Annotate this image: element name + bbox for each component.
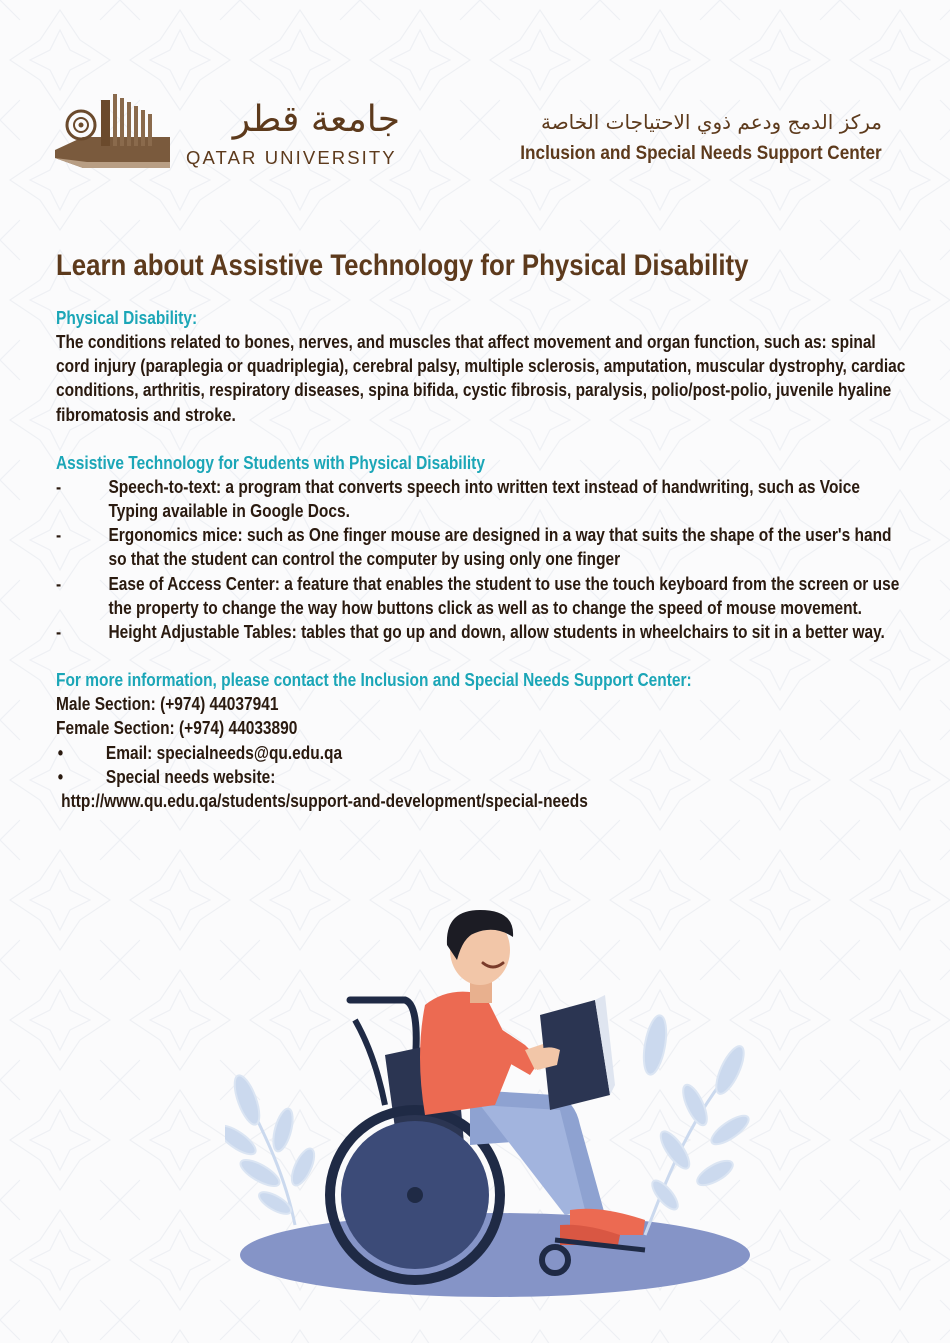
center-name-english: Inclusion and Special Needs Support Center xyxy=(520,142,882,164)
website-link[interactable]: http://www.qu.edu.qa/students/support-and-development/special-needs xyxy=(61,791,588,812)
list-item xyxy=(56,523,906,571)
list-item-text: Ergonomics mice: such as One finger mouse are designed in a way that suits the shape of the user's hand so that the student can control the computer by using only one finger xyxy=(108,525,892,570)
bullet-marker: • xyxy=(57,742,64,763)
email-link[interactable]: Email: specialneeds@qu.edu.qa xyxy=(105,742,343,763)
list-item xyxy=(56,475,906,523)
bullet-marker: • xyxy=(57,766,64,787)
logo-english-text: QATAR UNIVERSITY xyxy=(186,147,397,168)
assistive-technology-section xyxy=(56,451,906,644)
email-row xyxy=(56,741,906,765)
center-name-arabic: مركز الدمج ودعم ذوي الاحتياجات الخاصة xyxy=(540,110,882,134)
leaf-branch-right-icon xyxy=(640,1014,753,1235)
list-item xyxy=(56,572,906,620)
dash-marker: - xyxy=(56,622,62,643)
female-section-phone: Female Section: (+974) 44033890 xyxy=(56,718,298,739)
contact-heading: For more information, please contact the Inclusion and Special Needs Support Center: xyxy=(56,670,692,691)
website-label: Special needs website: xyxy=(105,766,276,787)
list-item-text: Ease of Access Center: a feature that enables the student to use the touch keyboard from the screen or use the property to change the way how buttons click as well as to change the speed of mouse movement. xyxy=(108,573,900,618)
physical-disability-heading: Physical Disability: xyxy=(56,308,198,328)
dash-marker: - xyxy=(56,525,62,546)
logo-arabic-text: جامعة قطر xyxy=(232,99,400,140)
assistive-technology-heading: Assistive Technology for Students with Physical Disability xyxy=(56,452,485,473)
list-item-text: Speech-to-text: a program that converts speech into written text instead of handwriting, such as Voice Typing available in Google Docs. xyxy=(108,476,860,522)
assistive-technology-list xyxy=(56,475,906,644)
dash-marker: - xyxy=(56,476,62,497)
qatar-university-logo-icon xyxy=(55,92,170,168)
list-item xyxy=(56,620,906,644)
main-content xyxy=(56,246,906,813)
website-label-row xyxy=(56,765,906,789)
leaf-branch-left-icon xyxy=(225,1072,319,1225)
physical-disability-section xyxy=(56,306,906,427)
page-title: Learn about Assistive Technology for Physical Disability xyxy=(56,249,749,282)
contact-section xyxy=(56,668,906,813)
dash-marker: - xyxy=(56,573,62,594)
list-item-text: Height Adjustable Tables: tables that go up and down, allow students in wheelchairs to sit in a better way. xyxy=(108,622,885,643)
male-section-phone: Male Section: (+974) 44037941 xyxy=(56,694,279,715)
header xyxy=(0,0,950,200)
physical-disability-description: The conditions related to bones, nerves, and muscles that affect movement and organ function, such as: spinal cord injury (paraplegia or quadriplegia), cerebral palsy, multiple sclerosis, amputation, muscular dystrophy, cardiac conditions, arthritis, respiratory diseases, spina bifida, cystic fibrosis, paralysis, polio/post-polio, juvenile hyaline fibromatosis and stroke. xyxy=(56,332,906,425)
wheelchair-reader-illustration xyxy=(225,905,755,1315)
